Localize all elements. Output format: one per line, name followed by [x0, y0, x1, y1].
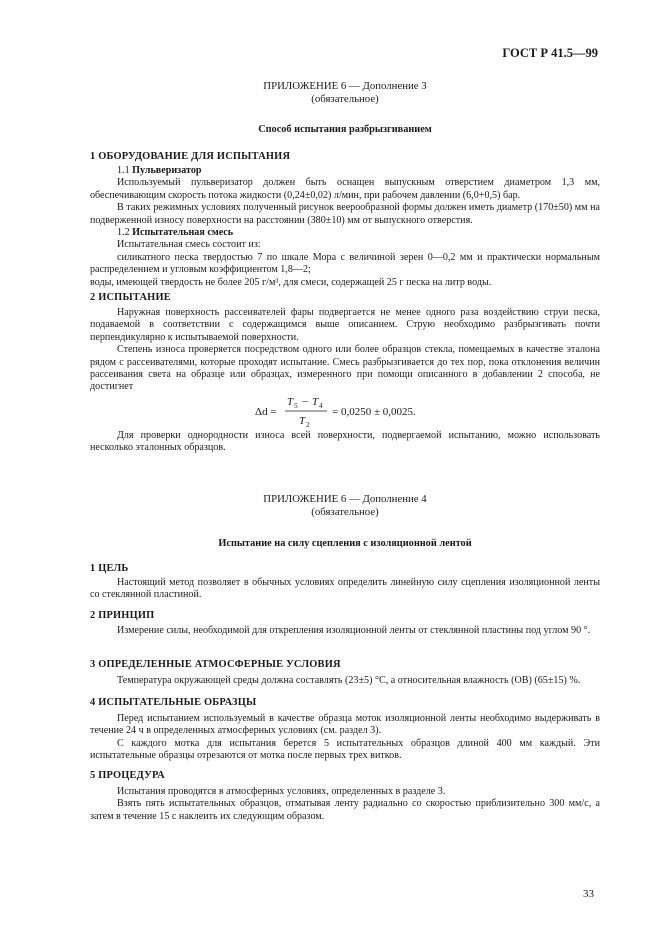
section-body: [90, 430, 600, 455]
paragraph: Испытательная смесь состоит из:: [117, 239, 261, 251]
appendix-note: (обязательное): [311, 506, 379, 518]
formula-rhs: = 0,0250 ± 0,0025.: [332, 406, 416, 418]
section-body: [90, 577, 600, 602]
appendix-heading-1: [90, 80, 600, 106]
paragraph: С каждого мотка для испытания берется 5 испытательных образцов длиной 400 мм каждый. Эти испытательные образцы отрезаются от мотка после первых трех витков.: [90, 737, 600, 762]
paragraph: Степень износа проверяется посредством одного или более образцов стекла, помещаемых в качестве эталона рядом с рассеивателями, которые проходят испытание. Смесь разбрызгивается до тех пор, пока отклонения величин рассеивания света на образце или образцах, измеренного при помощи описанного в добавлении 2 способа, не достигнет: [90, 344, 600, 393]
subsection-title: Испытательная смесь: [132, 227, 234, 239]
formula-num-b-sub: 4: [319, 401, 323, 410]
subsection-number: 1.2: [117, 227, 130, 239]
subsection-title: Пульверизатор: [132, 165, 202, 176]
subsection-heading: [90, 165, 600, 177]
section-heading: 3 ОПРЕДЕЛЕННЫЕ АТМОСФЕРНЫЕ УСЛОВИЯ: [90, 659, 341, 670]
section-heading: 2 ПРИНЦИП: [90, 610, 155, 621]
paragraph: Настоящий метод позволяет в обычных условиях определить линейную силу сцепления изоляционной ленты со стеклянной пластиной.: [90, 577, 600, 601]
section-body: [90, 625, 600, 637]
formula-den-sub: 2: [306, 420, 310, 429]
appendix-heading-2: [90, 493, 600, 519]
section-body: [90, 307, 600, 394]
subsection-heading: [90, 227, 600, 239]
section-heading: 4 ИСПЫТАТЕЛЬНЫЕ ОБРАЗЦЫ: [90, 697, 257, 708]
paragraph: Температура окружающей среды должна составлять (23±5) °С, а относительная влажность (ОВ) (65±15) %.: [117, 675, 581, 686]
paragraph: Перед испытанием используемый в качестве образца моток изоляционной ленты необходимо выдерживать в течение 24 ч в определенных атмосферных условиях (см. раздел 3).: [90, 713, 600, 737]
section-heading: 5 ПРОЦЕДУРА: [90, 770, 165, 781]
paragraph: Используемый пульверизатор должен быть оснащен выпускным отверстием диаметром 1,3 мм, обеспечивающим скорость потока жидкости (0,24±0,02) л/мин, при рабочем давлении (6,0+0,5) бар.: [90, 177, 600, 201]
section-body: [90, 786, 600, 823]
section-heading: 1 ОБОРУДОВАНИЕ ДЛЯ ИСПЫТАНИЯ: [90, 151, 291, 162]
paragraph: Взять пять испытательных образцов, отматывая ленту радиально со скоростью приблизительно 300 мм/с, а затем в течение 15 с наклеить их следующим образом.: [90, 798, 600, 822]
formula-graphic: [90, 393, 600, 429]
appendix-label: ПРИЛОЖЕНИЕ 6 — Дополнение 4: [263, 493, 427, 505]
page-number: 33: [583, 888, 594, 900]
formula-lhs: Δd =: [255, 406, 277, 418]
subsection-number: 1.1: [117, 165, 130, 176]
paragraph: Испытания проводятся в атмосферных условиях, определенных в разделе 3.: [117, 786, 446, 797]
paragraph: Наружная поверхность рассеивателей фары подвергается не менее одного раза воздействию струи песка, подаваемой в соответствии с содержащимся выше описанием. Струю необходимо разбрызгивать почти перпендикулярно к испытываемой поверхности.: [90, 307, 600, 343]
appendix-label: ПРИЛОЖЕНИЕ 6 — Дополнение 3: [263, 80, 427, 92]
formula-num-a: T: [287, 396, 294, 408]
paragraph: В таких режимных условиях полученный рисунок веерообразной формы должен иметь диаметр (170±50) мм на подверженной износу поверхности на расстоянии (380±10) мм от выпускного отверстия.: [90, 202, 600, 226]
section-title: Испытание на силу сцепления с изоляционной лентой: [218, 538, 472, 549]
formula: [90, 393, 600, 427]
appendix-note: (обязательное): [311, 93, 379, 105]
formula-minus: −: [302, 396, 309, 408]
section-body: [90, 675, 600, 687]
formula-num-a-sub: 5: [294, 401, 298, 410]
section-body: [90, 713, 600, 763]
paragraph: Для проверки однородности износа всей поверхности, подвергаемой испытанию, можно использовать несколько эталонных образцов.: [90, 430, 600, 454]
paragraph: воды, имеющей твердость не более 205 г/м³, для смеси, содержащей 25 г песка на литр воды.: [90, 276, 492, 288]
paragraph: Измерение силы, необходимой для открепления изоляционной ленты от стеклянной пластины под углом 90 °.: [117, 625, 591, 636]
formula-num-b: T: [312, 396, 319, 408]
section-heading: 1 ЦЕЛЬ: [90, 563, 129, 574]
section-body: [90, 165, 600, 289]
standard-code: ГОСТ Р 41.5—99: [502, 46, 598, 60]
section-title: Способ испытания разбрызгиванием: [258, 124, 432, 135]
section-heading: 2 ИСПЫТАНИЕ: [90, 292, 171, 303]
formula-den: T: [299, 415, 306, 427]
paragraph: силикатного песка твердостью 7 по шкале Мора с величиной зерен 0—0,2 мм и практически нормальным распределением и угловым коэффициентом 1,8—2;: [90, 251, 600, 276]
